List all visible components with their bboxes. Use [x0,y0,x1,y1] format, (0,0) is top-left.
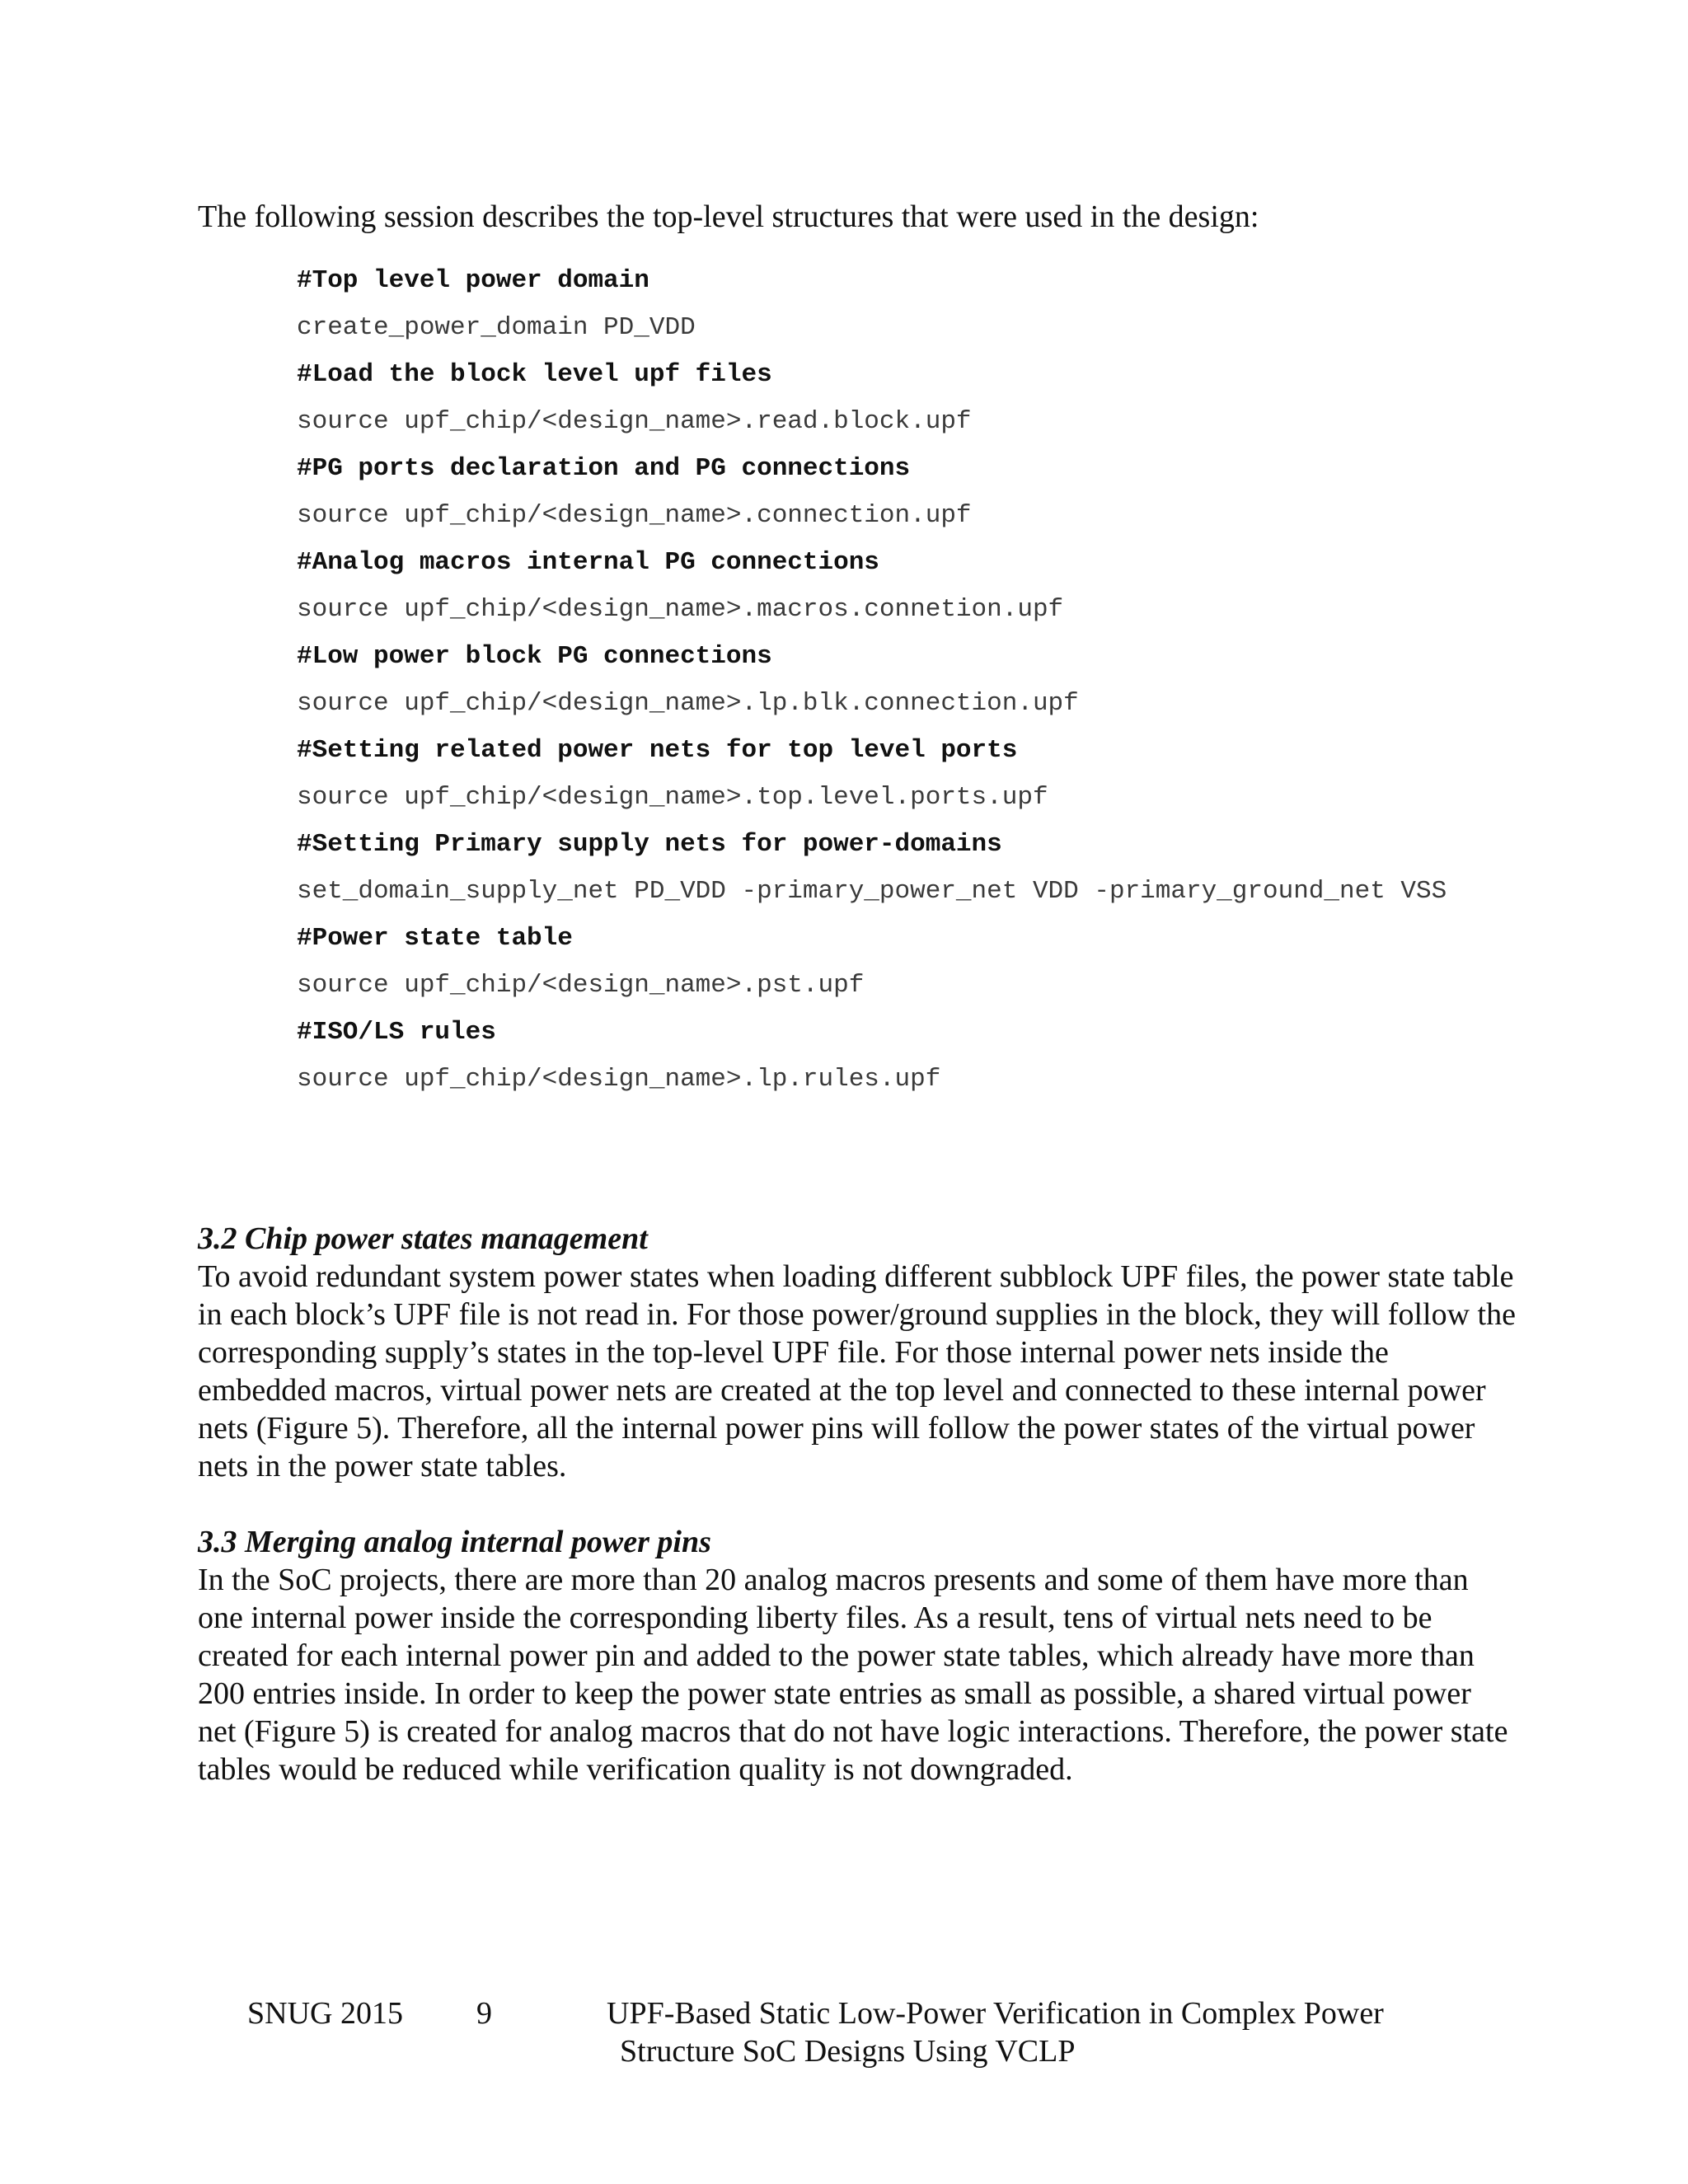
intro-paragraph: The following session describes the top-level structures that were used in the design: [198,199,1259,234]
section-3-2 [198,1220,1517,1485]
section-heading: 3.2 Chip power states management [198,1221,648,1256]
footer-page-number: 9 [476,1996,492,2031]
upf-code-block [297,265,1533,1095]
section-heading: 3.3 Merging analog internal power pins [198,1525,711,1559]
footer-paper-title [607,1994,1513,2070]
code-command: source upf_chip/<design_name>.macros.connetion.upf [297,595,1064,624]
footer-conference: SNUG 2015 [247,1996,403,2031]
section-body: In the SoC projects, there are more than 20 analog macros presents and some of them have more than one internal power inside the corresponding liberty files. As a result, tens of virtual nets need to be created for each internal power pin and added to the power state tables, which already have more than 200 entries inside. In order to keep the power state entries as small as possible, a shared virtual power net (Figure 5) is created for analog macros that do not have logic interactions. Therefore, the power state tables would be reduced while verification quality is not downgraded. [198,1563,1508,1787]
code-command: source upf_chip/<design_name>.connection.upf [297,501,972,530]
code-command: source upf_chip/<design_name>.lp.blk.connection.upf [297,689,1079,718]
code-comment: #Top level power domain [297,266,649,295]
footer-title-line-2: Structure SoC Designs Using VCLP [620,2034,1076,2069]
code-comment: #Setting related power nets for top level ports [297,736,1018,765]
footer-title-line-1: UPF-Based Static Low-Power Verification in Complex Power [607,1996,1384,2031]
code-comment: #Analog macros internal PG connections [297,548,879,577]
code-command: create_power_domain PD_VDD [297,313,696,342]
code-command: source upf_chip/<design_name>.top.level.ports.upf [297,783,1048,812]
code-comment: #PG ports declaration and PG connections [297,454,911,483]
code-command: source upf_chip/<design_name>.lp.rules.upf [297,1065,941,1094]
code-comment: #ISO/LS rules [297,1018,496,1047]
code-comment: #Power state table [297,924,573,953]
code-comment: #Low power block PG connections [297,642,772,671]
code-command: source upf_chip/<design_name>.pst.upf [297,971,865,1000]
code-comment: #Setting Primary supply nets for power-domains [297,830,1002,859]
code-command: source upf_chip/<design_name>.read.block.upf [297,407,972,436]
code-comment: #Load the block level upf files [297,360,772,389]
section-3-3 [198,1523,1517,1788]
section-body: To avoid redundant system power states when loading different subblock UPF files, the power state table in each block’s UPF file is not read in. For those power/ground supplies in the block, they will follow the corresponding supply’s states in the top-level UPF file. For those internal power nets inside the embedded macros, virtual power nets are created at the top level and connected to these internal power nets (Figure 5). Therefore, all the internal power pins will follow the power states of the virtual power nets in the power state tables. [198,1259,1516,1483]
code-command: set_domain_supply_net PD_VDD -primary_power_net VDD -primary_ground_net VSS [297,877,1447,906]
